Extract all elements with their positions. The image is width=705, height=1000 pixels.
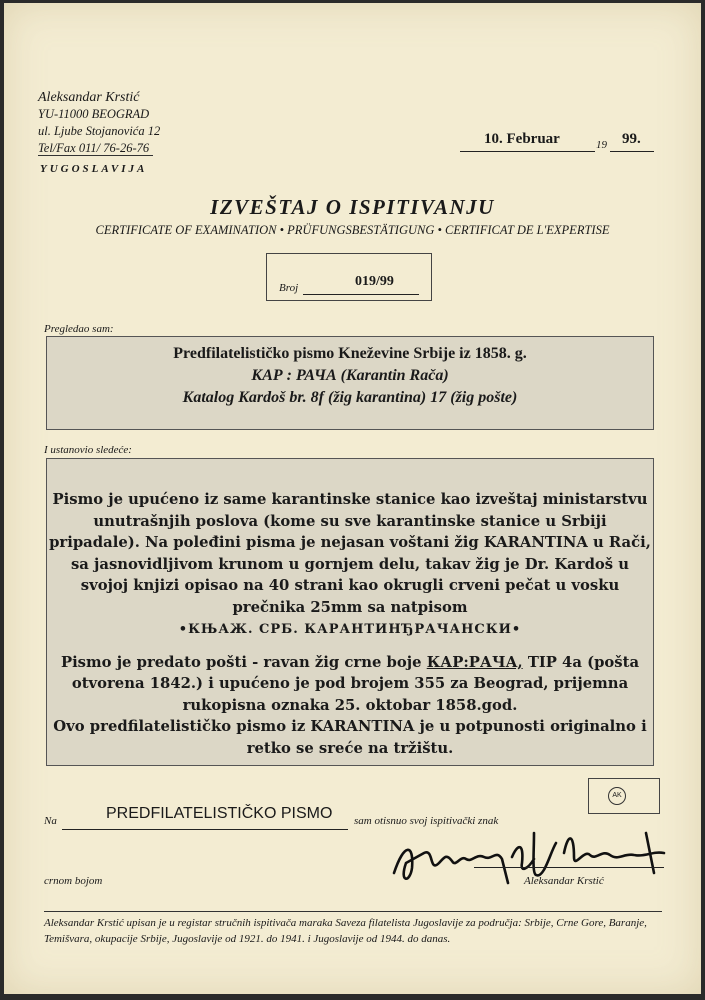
item-type-underline	[62, 829, 348, 830]
year-underline	[610, 151, 654, 152]
examined-item-box	[46, 336, 654, 430]
signature-name: Aleksandar Krstić	[524, 875, 604, 887]
findings-text-1: Pismo je upućeno iz same karantinske stanice kao izveštaj ministarstvu unutrašnjih poslova (kome su sve karantinske stanice u Srbiji pripadale). Na poleđini pisma je nejasan voštani žig KARANTINA u Rači, sa jasnovidljivom krunom u gornjem delu, takav žig je Dr. Kardoš u svojoj knjizi opisao na 40 strani kao okrugli crveni pečat u vosku prečnika 25mm sa natpisom	[49, 491, 651, 616]
sender-street: ul. Ljube Stojanovića 12	[38, 124, 161, 138]
findings-text-3: Ovo predfilatelističko pismo iz KARANTINA je u potpunosti originalno i retko se sreće na tržištu.	[53, 718, 647, 757]
certificate-number-box	[266, 253, 432, 301]
number-value: 019/99	[355, 274, 394, 289]
number-underline	[303, 294, 419, 295]
examined-line-3: Katalog Kardoš br. 8f (žig karantina) 17 (žig pošte)	[182, 389, 518, 406]
date-underline	[460, 151, 595, 152]
ink-label: crnom bojom	[44, 875, 103, 887]
findings-paragraph-1	[47, 489, 653, 641]
number-label: Broj	[279, 282, 299, 294]
findings-paragraph-2	[47, 652, 653, 760]
certificate-sheet	[4, 3, 701, 994]
findings-text-2b: TIP 4a (pošta otvorena 1842.) i upućeno je pod brojem 355 za Beograd, prijemna rukopisna oznaka 25. oktobar 1858.god.	[71, 653, 640, 714]
date-day-month: 10. Februar	[484, 131, 560, 147]
document-subtitle: CERTIFICATE OF EXAMINATION • PRÜFUNGSBESTÄTIGUNG • CERTIFICAT DE L'EXPERTISE	[95, 223, 610, 237]
signature-line	[474, 867, 664, 868]
sender-address	[38, 89, 160, 157]
postmark-text: КАР:РАЧА,	[426, 653, 523, 671]
sender-city: YU-11000 BEOGRAD	[38, 107, 150, 121]
seal-inscription: •КЊАЖ. СРБ. КАРАНТИНЂРАЧАНСКИ•	[178, 622, 522, 637]
examined-line-1: Predfilatelističko pismo Kneževine Srbije iz 1858. g.	[173, 345, 527, 362]
mark-statement: sam otisnuo svoj ispitivački znak	[354, 815, 499, 827]
expert-mark-box	[588, 778, 660, 814]
sender-phone: Tel/Fax 011/ 76-26-76	[38, 141, 153, 156]
findings-text-2a: Pismo je predato pošti - ravan žig crne boje	[60, 653, 422, 671]
expert-mark-icon: AK	[608, 787, 626, 805]
item-type-value: PREDFILATELISTIČKO PISMO	[106, 805, 333, 822]
examined-line-2: КАР : РАЧА (Karantin Rača)	[251, 367, 449, 384]
document-title: IZVEŠTAJ O ISPITIVANJU	[210, 195, 495, 219]
na-label: Na	[44, 815, 57, 827]
issue-date	[460, 131, 660, 155]
findings-box	[46, 458, 654, 766]
findings-label: I ustanovio sledeće:	[44, 444, 132, 456]
examined-label: Pregledao sam:	[44, 323, 114, 335]
sender-name: Aleksandar Krstić	[38, 90, 140, 105]
date-year: 99.	[622, 131, 641, 147]
date-century: 19	[596, 139, 607, 151]
footer-divider	[44, 911, 662, 912]
footer-note: Aleksandar Krstić upisan je u registar stručnih ispitivača maraka Saveza filatelista Jugoslavije za područja: Srbije, Crne Gore, Baranje, Temišvara, okupacije Srbije, Jugoslavije od 1921. do 1941. i Jugoslavije od 1944. do danas.	[44, 917, 647, 945]
sender-country: YUGOSLAVIJA	[40, 163, 148, 175]
